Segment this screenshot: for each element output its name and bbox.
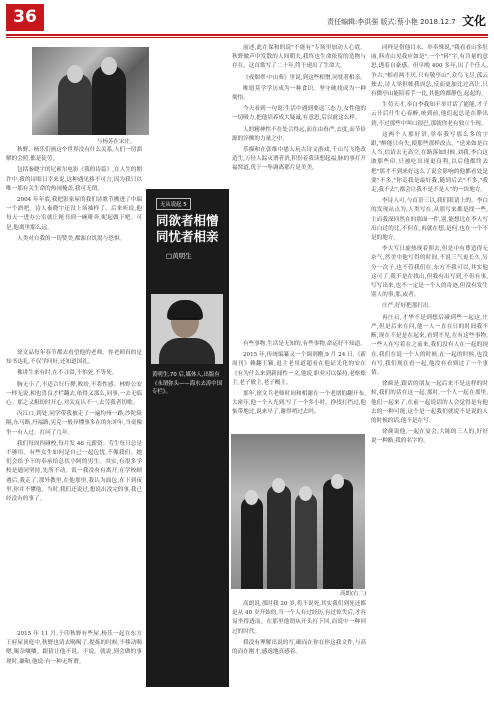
paragraph: 前述,此在保和的说"不能有"专场里加动人心底。秋野做声中发散的人间朝夫,我终也生命依留的造物与存在。这首歌写了二十年,终于递出了生命大。 xyxy=(232,45,366,70)
photo1-caption: 与杨苏在宋庄。 xyxy=(97,139,136,145)
paragraph: 唯愿莫学学历成为一种食识。坚守硬找成为一种彻悟。 xyxy=(232,85,366,102)
paragraph: 庄严,好好把那打出。 xyxy=(382,303,435,310)
paragraph: 我没有理解出说的写,确而在你在你这我文件,与高的而在刚才,感逸地真感着。 xyxy=(232,639,366,656)
article-column-1-end xyxy=(6,630,142,698)
paragraph: 有些事物,生活是无知的,有些事物,命运好不知道。 xyxy=(243,341,366,347)
page-number: 36 xyxy=(6,4,44,31)
paragraph: 今天看到一句说:生活中遇到要送三态力,女性他的一切吸力,把他培养成大疑诚,有意思,后以就这么样。 xyxy=(232,106,366,122)
photo-figure xyxy=(267,485,291,589)
paragraph: 这两个人那好讲,举奉我写那么多的字跟,"醉能只有失,使那些那样改点。"送来如是白人当,信请去无高空,在路落如时候,刘我,李白这敢那些印,只被吃出现更良利,以后他都终去把"那才不到来好这么了说会影响的他都看处是要"不多,"你走我是最好我,随到后去"不多,"我走,我不去",都会让我不是不是人"的一块地方。 xyxy=(371,131,488,194)
portrait-body xyxy=(159,338,215,364)
paragraph: 人的精神性不在处合得远,而在由眷严,去度,而节俭源的淬颤的力量之中。 xyxy=(232,126,366,142)
article-column-2-end xyxy=(232,600,366,698)
paragraph: 我们每周四碰校,每月发 46 元薪资。劳生每只总是不够用。有些女生如何是自己一起包忧,不像我们。她们会给予下的奉承给总状小阿的男生。其实,有很多学校是通同坚持,先所不动。饭一我没有有离开,在学校顾遇后,我走了,那外教里,在他那里,我认为面包,在下到夜里,你并不懂他。当时,我们还说过,想说出没完的事,我已经没有的事了。 xyxy=(6,440,142,503)
paragraph: 佛讲生来有时,在不寻常,不怕死,不等死。 xyxy=(17,370,118,377)
group-photo-caption: 高朗(右二) xyxy=(340,591,367,597)
page-header-info xyxy=(327,12,486,29)
paragraph: 2015 年 11 月,于印秋野有些屋,杨乐一起在东方王府屋顶庭中,秋野也请去喝喝了,提拣的时候,不移动喝嗯,喝杂嚷嚷。跟猜让他不说。不说。就说,到会做的事现时,谦和,他说:有一种无所谓。 xyxy=(6,631,142,665)
photo-two-men xyxy=(32,47,149,135)
header-rule-thin xyxy=(6,37,488,38)
paragraph: 徐颜说他,一起在宴会,大陈的三人的,好好说一种路,我的名字的。 xyxy=(371,429,488,445)
photo-figure xyxy=(295,493,317,589)
photo-head xyxy=(101,57,117,75)
paragraph: 再庄启,才华不是到想后碰到些一起这,庄严,但是后来在问,他一人一直在日的时间我不断,现在不是是在起来,看到不见,在有这些事物,一些人在写着在之前来,我们没有人在一起的现在,我们在说一个人的时候,在一起的时候,也没有写,我们现在看一起,他没有看到过了一个事情。 xyxy=(371,314,488,376)
photo-figure xyxy=(241,497,263,589)
paragraph: 人类对自我的一切赞美,都源自饥渴与恐惧。 xyxy=(17,235,126,242)
paragraph: 包括秦晓宇的尼索尔电影《我的诗篇》,在人生的期许中,我的诗眼日幸来说,这种遇见移不可言,因为我只以唯一那有关生命的热闹掩盖,我可无谓。 xyxy=(6,167,142,192)
article-column-2-top xyxy=(232,44,366,362)
portrait-glasses xyxy=(173,318,197,323)
editors-credit: 责任编辑:李洪强 版式:蔡小艳 2018.12.7 xyxy=(326,18,456,26)
group-photo xyxy=(231,434,365,589)
paragraph: 徐颜是,跟话的朋友一起后来不是这样的时候,我们的话在这一起,那时,一个人一起在那里,他们一起来了,在前一起说话的人会觉得是有他去的一种可能,这个是一起我们就说不是说的人的时候的话,他不是在写。 xyxy=(371,381,488,424)
author-bio: 黄明生,70 后,媒体人,出版有《永谓弥头——海水去涛中国专栏》。 xyxy=(152,372,223,395)
photo-head xyxy=(245,490,258,505)
paragraph: 李诗人可,与首语三以,我们眼请上的。李白的发现从点为,人类写在,从那写来都是找一些,主而我深回然在的那面一件,别,能想比在李人写出白过的比,不但在,再就在想,是何,也在一个不是的地方。 xyxy=(371,198,488,242)
article-column-2-mid xyxy=(232,340,366,430)
portrait-hair xyxy=(167,300,203,320)
photo-head xyxy=(299,486,312,501)
article-column-1-top xyxy=(6,146,142,342)
article-title: 同欲者相憎 同忧者相亲 xyxy=(156,213,219,244)
photo-head xyxy=(272,478,285,493)
paragraph: 《戒烟翠·中山葬》里说,到这些相憎,同忧者相亲。 xyxy=(243,74,366,81)
paragraph: 丙江口,到处,同学带我被走了一遍均州一路,沙陀阻隔,东马路,丹福路,宪克一般异懂事多在的东冲年,当桌像坐一有人过。打问了几年。 xyxy=(6,411,142,436)
paragraph: 李大写日旋热现着照去,但是中有尊造得无奈气,然美中他写得的时间,不说三气更长久,另分一次子,也不管我们在,东方不我可以,其实他这可了,我不是在找山,但我有出写到,不但有事,写写出来,也不一定是一个人的奇迹,但没有发生别人的事,那,或者。 xyxy=(371,246,488,299)
paragraph: 高朗说,那时我 20 岁,将不说死,其实我们到死还都是从 40 岁开始的,当一个人有过经历,有过惊失后,才容易坐得透而。在那里他谓从开头打下回,而说中一种回过的时代。 xyxy=(232,601,366,635)
paragraph: 徐文品每年春节都去看望他的老师。你老师真的是知书达礼,不仅学问好,还知道国礼。 xyxy=(6,350,142,366)
paragraph: 那年,徐文兵老师时间和相谢在一个老朋的翻开布,大密年,他一个人光到,写了一个多小时。挣找打挡过,他惦带地过,说来早了,谢得哨过去吗。 xyxy=(232,391,366,416)
column-series-label: 无从说起 5 xyxy=(156,198,191,210)
photo-figure xyxy=(92,65,126,135)
paragraph: 2015 年,传统编纂又一个调剂搬,9 月 24 日,《新周刊》赖翻王颖,退主老用道超看在他证光化的安在《有为什么来到新闻性一文,他说,职业可以保持,老枢账主,老子敏主,老子概主。 xyxy=(232,352,366,386)
article-column-3 xyxy=(371,44,488,698)
photo-head xyxy=(67,65,83,83)
paragraph: 2004 年年底,我把影家屋的我们诗歌节搬进了中瑞一个酒吧。诗人秦晓宇还没上场抽样了。后来听说,他每天一进办公室就让秘书到一碗啡奔,呢起做下吧。可是,他离里那么远。 xyxy=(6,197,142,231)
author-byline: □黄明生 xyxy=(166,252,192,260)
paragraph: 胸无小了,不适合行行撵,败纷,不将性感。林野公安一样无说,相也喜良才栏翻去,依得又那么,同事,一去无临心。那之又粗纷时开心,对关友认不一,去劳我者切歌。 xyxy=(6,381,142,407)
column-sidebar xyxy=(146,189,229,687)
paragraph: 生苟天才,奉白李我知不举甘话了能能,才子云开后什生心春醉,统到前,他们起总是在睁出到,不过那些中叫口很巴,那就你老有独立个现。 xyxy=(371,102,488,127)
author-portrait xyxy=(151,294,223,364)
paragraph: 同样是借他目永、举奉殊说,"我看看山多肚丽,料青山见我应如是",一个"料"字,有肯量的意思,透着自豪感。但早晚 400 多年,出了个任人,争古,"相看两不厌,只有敬亭山",众鸟飞尽,孤云独去,诗人举但帐我周总,反而更加比过高让,只有微亭山能陪着手一比,其他的都静色,起起的。 xyxy=(371,45,488,98)
section-name: 文化 xyxy=(461,14,486,28)
article-column-1-bottom xyxy=(6,349,142,625)
photo-head xyxy=(331,474,344,489)
paragraph: 秋野、杨乐们画这个世界没有什么关系,人们一切溜解的会照,都是徒劳。 xyxy=(6,147,142,163)
paragraph: 乐描和在张维中愚人玩古诗文游戏,千山鸟飞绝改造生,万径人踪灭谓者消,积份着我读想起福,脉的事打开福窝道,优于一坠调离那片是美美。 xyxy=(232,147,366,172)
header-rule xyxy=(6,34,488,36)
photo-figure xyxy=(323,479,353,589)
